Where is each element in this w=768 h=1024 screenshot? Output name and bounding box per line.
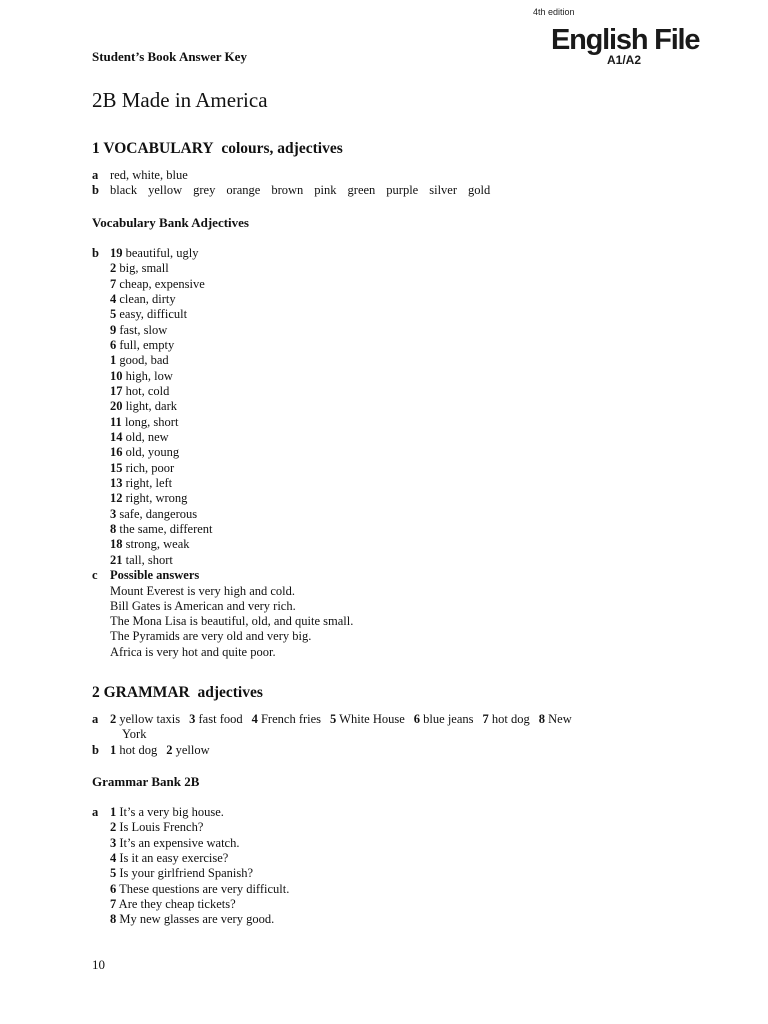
item-text: hot, cold xyxy=(122,383,170,398)
item-number: 11 xyxy=(110,414,122,429)
adjective-pair xyxy=(110,261,213,276)
adjective-pair xyxy=(110,507,213,522)
item-number: 15 xyxy=(110,460,123,475)
item-number: 10 xyxy=(110,368,123,383)
item-number: 7 xyxy=(110,276,117,291)
adjective-pair xyxy=(110,522,213,537)
answer-line: Bill Gates is American and very rich. xyxy=(110,598,296,613)
answer-line: Mount Everest is very high and cold. xyxy=(110,583,296,598)
item-text: My new glasses are very good. xyxy=(116,912,275,927)
item-text: full, empty xyxy=(116,337,175,352)
adjective-pair xyxy=(110,537,213,552)
adjective-pair xyxy=(110,384,213,399)
grammar-subtitle: adjectives xyxy=(197,684,263,701)
item-number: 7 xyxy=(110,896,117,911)
item-number: 12 xyxy=(110,491,123,506)
item-text: safe, dangerous xyxy=(116,506,198,521)
item-text: It’s an expensive watch. xyxy=(116,835,240,850)
item-label: b xyxy=(92,183,99,197)
item-number: 3 xyxy=(110,835,117,850)
grammar-heading xyxy=(92,684,263,702)
item-text: the same, different xyxy=(116,521,213,536)
item-number: 8 xyxy=(538,712,545,726)
item-text: light, dark xyxy=(122,399,178,414)
item-number: 2 xyxy=(110,712,117,726)
doc-title: Student’s Book Answer Key xyxy=(92,49,247,64)
item-text: high, low xyxy=(122,368,173,383)
grammar-b-items xyxy=(110,743,219,758)
colour-word: yellow xyxy=(148,183,183,197)
item-number: 14 xyxy=(110,429,123,444)
item-text: These questions are very difficult. xyxy=(116,881,290,896)
item-label: a xyxy=(92,805,99,819)
colour-word: brown xyxy=(271,183,304,197)
item-text: tall, short xyxy=(122,552,173,567)
item-number: 8 xyxy=(110,912,117,927)
colour-word: orange xyxy=(226,183,261,197)
item-number: 7 xyxy=(482,712,489,726)
item-text: Are they cheap tickets? xyxy=(116,896,236,911)
english-file-logo: English File xyxy=(551,24,700,56)
item-number: 5 xyxy=(110,307,117,322)
vocab-heading xyxy=(92,140,343,158)
item-label: c xyxy=(92,568,98,582)
grammar-number: 2 xyxy=(92,684,100,701)
colour-list xyxy=(110,183,501,198)
sentence-item xyxy=(110,897,289,912)
unit-title: 2B Made in America xyxy=(92,88,268,112)
item-text: Is your girlfriend Spanish? xyxy=(116,866,254,881)
answer-line: Africa is very hot and quite poor. xyxy=(110,644,276,659)
inline-item xyxy=(110,712,180,726)
item-number: 2 xyxy=(166,743,173,757)
adjective-pair xyxy=(110,430,213,445)
item-number: 16 xyxy=(110,445,123,460)
adjective-pair xyxy=(110,415,213,430)
item-label: a xyxy=(92,712,99,726)
item-text: right, wrong xyxy=(122,491,188,506)
item-text: blue jeans xyxy=(420,712,474,726)
adjective-pair xyxy=(110,292,213,307)
item-number: 21 xyxy=(110,552,123,567)
vocab-a-text: red, white, blue xyxy=(110,168,188,182)
sentence-item xyxy=(110,882,289,897)
item-text: French fries xyxy=(257,712,322,726)
item-label: a xyxy=(92,168,99,182)
item-text: right, left xyxy=(122,475,173,490)
grammar-a-wrap: York xyxy=(122,727,147,741)
inline-item xyxy=(414,712,474,726)
item-text: fast food xyxy=(195,712,243,726)
item-number: 3 xyxy=(189,712,196,726)
adjective-pair xyxy=(110,338,213,353)
item-number: 2 xyxy=(110,261,117,276)
colour-word: green xyxy=(347,183,376,197)
adjective-pair xyxy=(110,553,213,568)
adjective-pair xyxy=(110,307,213,322)
item-text: yellow xyxy=(172,743,210,757)
item-text: New xyxy=(545,712,572,726)
item-text: Is it an easy exercise? xyxy=(116,850,229,865)
item-text: fast, slow xyxy=(116,322,168,337)
grammar-bank-list xyxy=(110,805,289,928)
adjective-pair xyxy=(110,476,213,491)
inline-item xyxy=(483,712,530,726)
vocab-number: 1 xyxy=(92,140,100,157)
item-number: 13 xyxy=(110,475,123,490)
answer-line: The Pyramids are very old and very big. xyxy=(110,629,312,644)
item-number: 3 xyxy=(110,506,117,521)
item-number: 8 xyxy=(110,521,117,536)
item-text: clean, dirty xyxy=(116,291,176,306)
colour-word: purple xyxy=(386,183,419,197)
colour-word: grey xyxy=(193,183,216,197)
page-number: 10 xyxy=(92,957,105,972)
grammar-a-items xyxy=(110,712,581,727)
adjective-pair xyxy=(110,246,213,261)
sentence-item xyxy=(110,851,289,866)
adjective-pair xyxy=(110,445,213,460)
item-label: b xyxy=(92,246,99,260)
sentence-item xyxy=(110,805,289,820)
adjective-pair xyxy=(110,353,213,368)
colour-word: silver xyxy=(429,183,458,197)
adjective-pair xyxy=(110,323,213,338)
item-number: 6 xyxy=(413,712,421,726)
sentence-item xyxy=(110,866,289,881)
adjective-pair xyxy=(110,491,213,506)
item-text: cheap, expensive xyxy=(116,276,205,291)
inline-item xyxy=(166,743,209,757)
item-text: long, short xyxy=(121,414,179,429)
item-label: b xyxy=(92,743,99,757)
adjective-pair xyxy=(110,461,213,476)
item-text: old, new xyxy=(122,429,169,444)
answer-line: The Mona Lisa is beautiful, old, and quite small. xyxy=(110,614,354,629)
inline-item xyxy=(330,712,405,726)
item-number: 4 xyxy=(251,712,258,726)
item-text: White House xyxy=(336,712,405,726)
item-text: strong, weak xyxy=(122,537,190,552)
adjective-pair xyxy=(110,369,213,384)
possible-answers-list xyxy=(110,584,353,661)
item-text: It’s a very big house. xyxy=(116,805,224,819)
sentence-item xyxy=(110,912,289,927)
item-text: rich, poor xyxy=(122,460,175,475)
item-text: old, young xyxy=(122,445,180,460)
item-number: 9 xyxy=(110,322,117,337)
item-text: good, bad xyxy=(116,353,169,368)
possible-answers-heading: Possible answers xyxy=(110,568,200,582)
vocab-bank-heading: Vocabulary Bank Adjectives xyxy=(92,215,249,230)
colour-word: black xyxy=(110,183,138,197)
item-number: 4 xyxy=(110,850,117,865)
item-text: hot dog xyxy=(116,743,158,757)
grammar-title: GRAMMAR xyxy=(103,684,190,701)
item-number: 1 xyxy=(110,805,117,819)
edition-label: 4th edition xyxy=(533,7,575,17)
adjective-pair xyxy=(110,277,213,292)
inline-item xyxy=(110,743,157,757)
vocab-subtitle: colours, adjectives xyxy=(221,140,343,157)
item-number: 6 xyxy=(110,881,117,896)
inline-item xyxy=(539,712,572,726)
inline-item xyxy=(189,712,242,726)
item-number: 1 xyxy=(110,353,117,368)
item-number: 1 xyxy=(110,743,117,757)
item-text: hot dog xyxy=(488,712,530,726)
adjective-pair xyxy=(110,399,213,414)
item-text: Is Louis French? xyxy=(116,820,204,835)
colour-word: gold xyxy=(468,183,491,197)
item-number: 20 xyxy=(110,399,123,414)
item-number: 19 xyxy=(110,246,123,260)
item-number: 4 xyxy=(110,291,117,306)
item-number: 18 xyxy=(110,537,123,552)
item-number: 6 xyxy=(110,337,117,352)
sentence-item xyxy=(110,820,289,835)
item-number: 2 xyxy=(110,820,117,835)
item-text: yellow taxis xyxy=(116,712,181,726)
vocab-title: VOCABULARY xyxy=(103,140,214,157)
item-text: big, small xyxy=(116,261,169,276)
vocab-bank-list xyxy=(110,246,213,568)
inline-item xyxy=(252,712,321,726)
item-text: beautiful, ugly xyxy=(122,246,199,260)
level-label: A1/A2 xyxy=(607,53,642,67)
item-number: 17 xyxy=(110,383,123,398)
item-number: 5 xyxy=(110,866,117,881)
colour-word: pink xyxy=(314,183,337,197)
sentence-item xyxy=(110,836,289,851)
grammar-bank-heading: Grammar Bank 2B xyxy=(92,774,200,789)
item-number: 5 xyxy=(330,712,337,726)
item-text: easy, difficult xyxy=(116,307,188,322)
